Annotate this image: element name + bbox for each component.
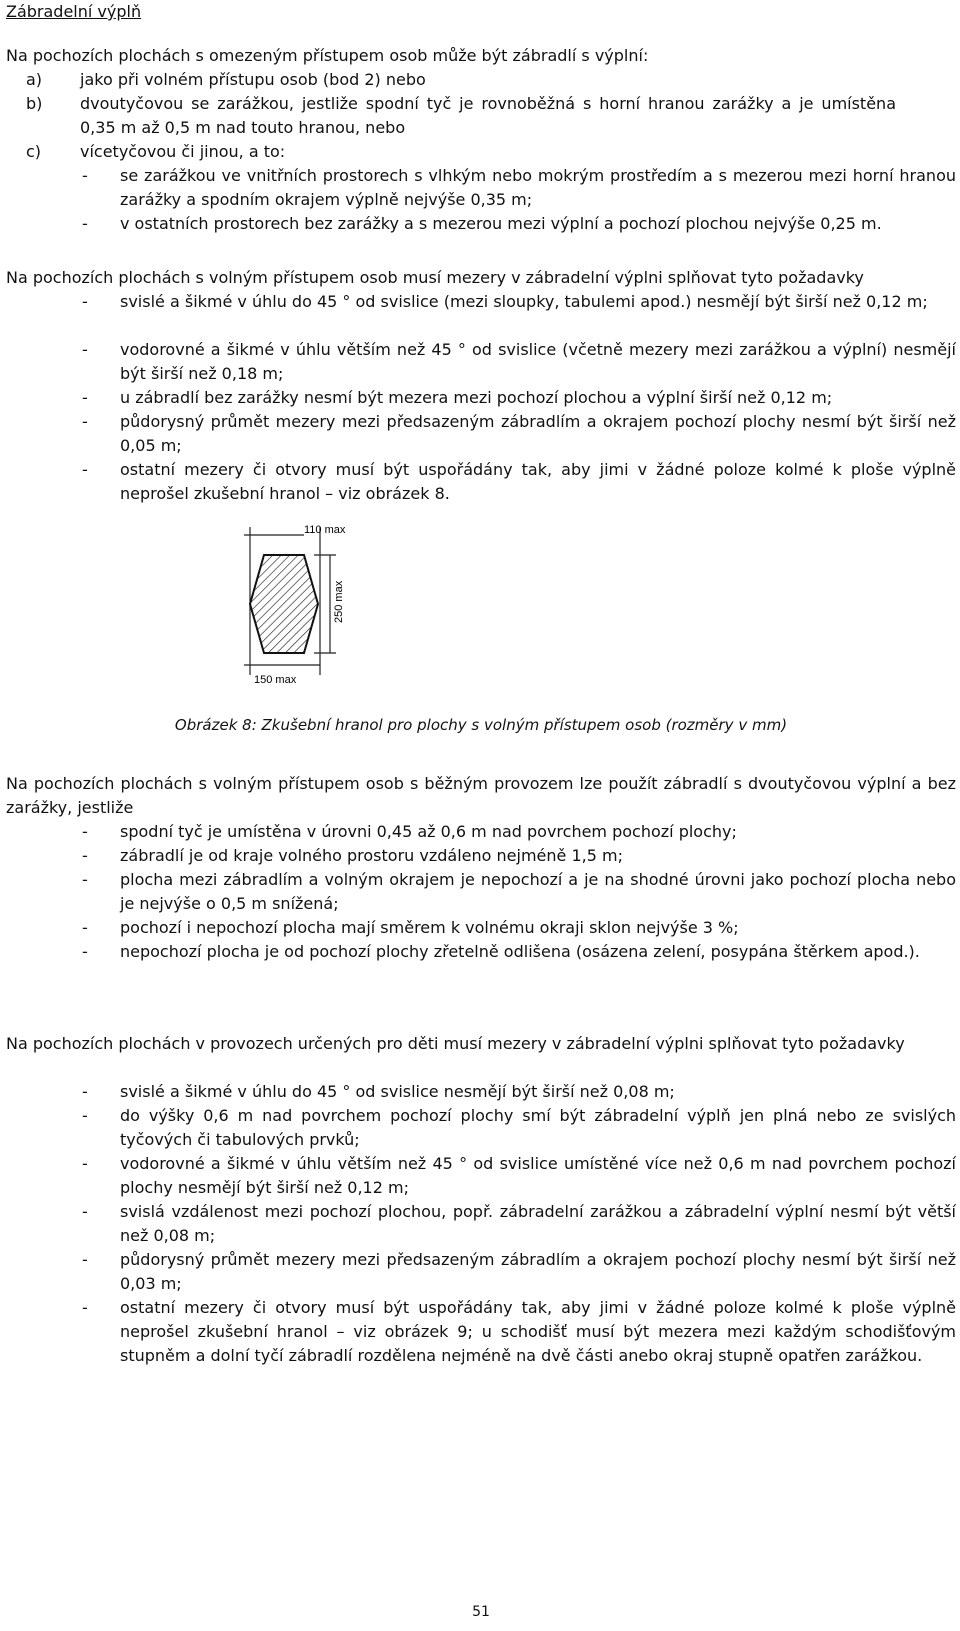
list-item-c xyxy=(26,140,896,164)
list-text: vodorovné a šikmé v úhlu větším než 45 ° od svislice (včetně mezery mezi zarážkou a výplní) nesmějí být širší než 0,18 m; xyxy=(120,340,956,383)
list-text: pochozí i nepochozí plocha mají směrem k volnému okraji sklon nejvýše 3 %; xyxy=(120,918,739,937)
top-dimension-label: 110 max xyxy=(304,525,346,536)
list-text: dvoutyčovou se zarážkou, jestliže spodní tyč je rovnoběžná s horní hranou zarážky a je umístěna 0,35 m až 0,5 m nad touto hranou, nebo xyxy=(80,94,896,137)
list-item xyxy=(82,410,956,458)
bullet-dash: - xyxy=(82,822,88,841)
bullet-dash: - xyxy=(82,1250,88,1269)
list-item xyxy=(82,1152,956,1200)
list-text: spodní tyč je umístěna v úrovni 0,45 až 0,6 m nad povrchem pochozí plochy; xyxy=(120,822,737,841)
list-item xyxy=(82,868,956,916)
figure-caption: Obrázek 8: Zkušební hranol pro plochy s volným přístupem osob (rozměry v mm) xyxy=(174,716,788,734)
list-item xyxy=(82,458,956,506)
bullet-dash: - xyxy=(82,1082,88,1101)
bottom-dimension-label: 150 max xyxy=(254,674,297,686)
bullet-dash: - xyxy=(82,846,88,865)
section-heading: Zábradelní výplň xyxy=(6,2,142,21)
list-text: zábradlí je od kraje volného prostoru vzdáleno nejméně 1,5 m; xyxy=(120,846,623,865)
bullet-dash: - xyxy=(82,1202,88,1221)
list-item xyxy=(82,1200,956,1248)
list-text: půdorysný průmět mezery mezi předsazeným zábradlím a okrajem pochozí plochy nesmí být širší než 0,05 m; xyxy=(120,412,956,455)
list-item xyxy=(82,916,956,940)
list-item xyxy=(82,338,956,386)
bullet-dash: - xyxy=(82,388,88,407)
bullet-dash: - xyxy=(82,214,88,233)
bullet-dash: - xyxy=(82,1154,88,1173)
prism-shape xyxy=(250,555,318,653)
list-item xyxy=(82,940,956,964)
side-dimension-label: 250 max xyxy=(333,580,345,623)
list-text: půdorysný průmět mezery mezi předsazeným zábradlím a okrajem pochozí plochy nesmí být širší než 0,03 m; xyxy=(120,1250,956,1293)
bullet-dash: - xyxy=(82,166,88,185)
list-text: plocha mezi zábradlím a volným okrajem je nepochozí a je na shodné úrovni jako pochozí plocha nebo je nejvýše o 0,5 m snížená; xyxy=(120,870,956,913)
list-item xyxy=(82,844,956,868)
list-item xyxy=(82,1248,956,1296)
section4-intro: Na pochozích plochách v provozech určených pro děti musí mezery v zábradelní výplni splňovat tyto požadavky xyxy=(6,1034,905,1053)
bullet-dash: - xyxy=(82,1298,88,1317)
list-label: b) xyxy=(26,94,43,113)
list-label: a) xyxy=(26,70,43,89)
list-text: ostatní mezery či otvory musí být uspořádány tak, aby jimi v žádné poloze kolmé k ploše výplně neprošel zkušební hranol – viz obrázek 9; u schodišť musí být mezera mezi každým schodišťovým stupněm a dolní tyčí zábradlí rozdělena nejméně na dvě části anebo okraj stupně opatřen zarážkou. xyxy=(120,1298,956,1365)
list-text: svislé a šikmé v úhlu do 45 ° od svislice nesmějí být širší než 0,08 m; xyxy=(120,1082,675,1101)
list-text: u zábradlí bez zarážky nesmí být mezera mezi pochozí plochou a výplní širší než 0,12 m; xyxy=(120,388,833,407)
bullet-dash: - xyxy=(82,460,88,479)
section3-intro: Na pochozích plochách s volným přístupem osob s běžným provozem lze použít zábradlí s dvoutyčovou výplní a bez zarážky, jestliže xyxy=(6,774,956,817)
list-text: svislé a šikmé v úhlu do 45 ° od svislice (mezi sloupky, tabulemi apod.) nesmějí být širší než 0,12 m; xyxy=(120,292,928,311)
bullet-dash: - xyxy=(82,292,88,311)
list-item-a xyxy=(26,68,896,92)
list-item xyxy=(82,1080,956,1104)
list-item xyxy=(82,1104,956,1152)
list-text: ostatní mezery či otvory musí být uspořádány tak, aby jimi v žádné poloze kolmé k ploše výplně neprošel zkušební hranol – viz obrázek 8. xyxy=(120,460,956,503)
bullet-dash: - xyxy=(82,918,88,937)
list-item xyxy=(82,386,956,410)
bullet-dash: - xyxy=(82,340,88,359)
page-number: 51 xyxy=(472,1604,490,1620)
list-label: c) xyxy=(26,142,42,161)
list-text: do výšky 0,6 m nad povrchem pochozí plochy smí být zábradelní výplň jen plná nebo ze svislých tyčových či tabulových prvků; xyxy=(120,1106,956,1149)
bullet-dash: - xyxy=(82,412,88,431)
test-prism-diagram xyxy=(226,525,366,705)
list-item xyxy=(82,290,956,314)
list-item xyxy=(82,1296,956,1368)
list-text: vodorovné a šikmé v úhlu větším než 45 ° od svislice umístěné více než 0,6 m nad povrchem pochozí plochy nesmějí být širší než 0,12 m; xyxy=(120,1154,956,1197)
list-text: jako při volném přístupu osob (bod 2) nebo xyxy=(80,70,426,89)
list-text: svislá vzdálenost mezi pochozí plochou, popř. zábradelní zarážkou a zábradelní výplní nesmí být větší než 0,08 m; xyxy=(120,1202,956,1245)
list-text: vícetyčovou či jinou, a to: xyxy=(80,142,286,161)
sub-list-item xyxy=(82,212,956,236)
section2-intro: Na pochozích plochách s volným přístupem osob musí mezery v zábradelní výplni splňovat tyto požadavky xyxy=(6,268,864,287)
bullet-dash: - xyxy=(82,1106,88,1125)
section1-intro: Na pochozích plochách s omezeným přístupem osob může být zábradlí s výplní: xyxy=(6,46,649,65)
bullet-dash: - xyxy=(82,870,88,889)
list-item xyxy=(82,820,956,844)
sub-list-item xyxy=(82,164,956,212)
list-item-b xyxy=(26,92,896,140)
list-text: se zarážkou ve vnitřních prostorech s vlhkým nebo mokrým prostředím a s mezerou mezi horní hranou zarážky a spodním okrajem výplně nejvýše 0,35 m; xyxy=(120,166,956,209)
list-text: v ostatních prostorech bez zarážky a s mezerou mezi výplní a pochozí plochou nejvýše 0,25 m. xyxy=(120,214,882,233)
bullet-dash: - xyxy=(82,942,88,961)
list-text: nepochozí plocha je od pochozí plochy zřetelně odlišena (osázena zelení, posypána štěrkem apod.). xyxy=(120,942,920,961)
